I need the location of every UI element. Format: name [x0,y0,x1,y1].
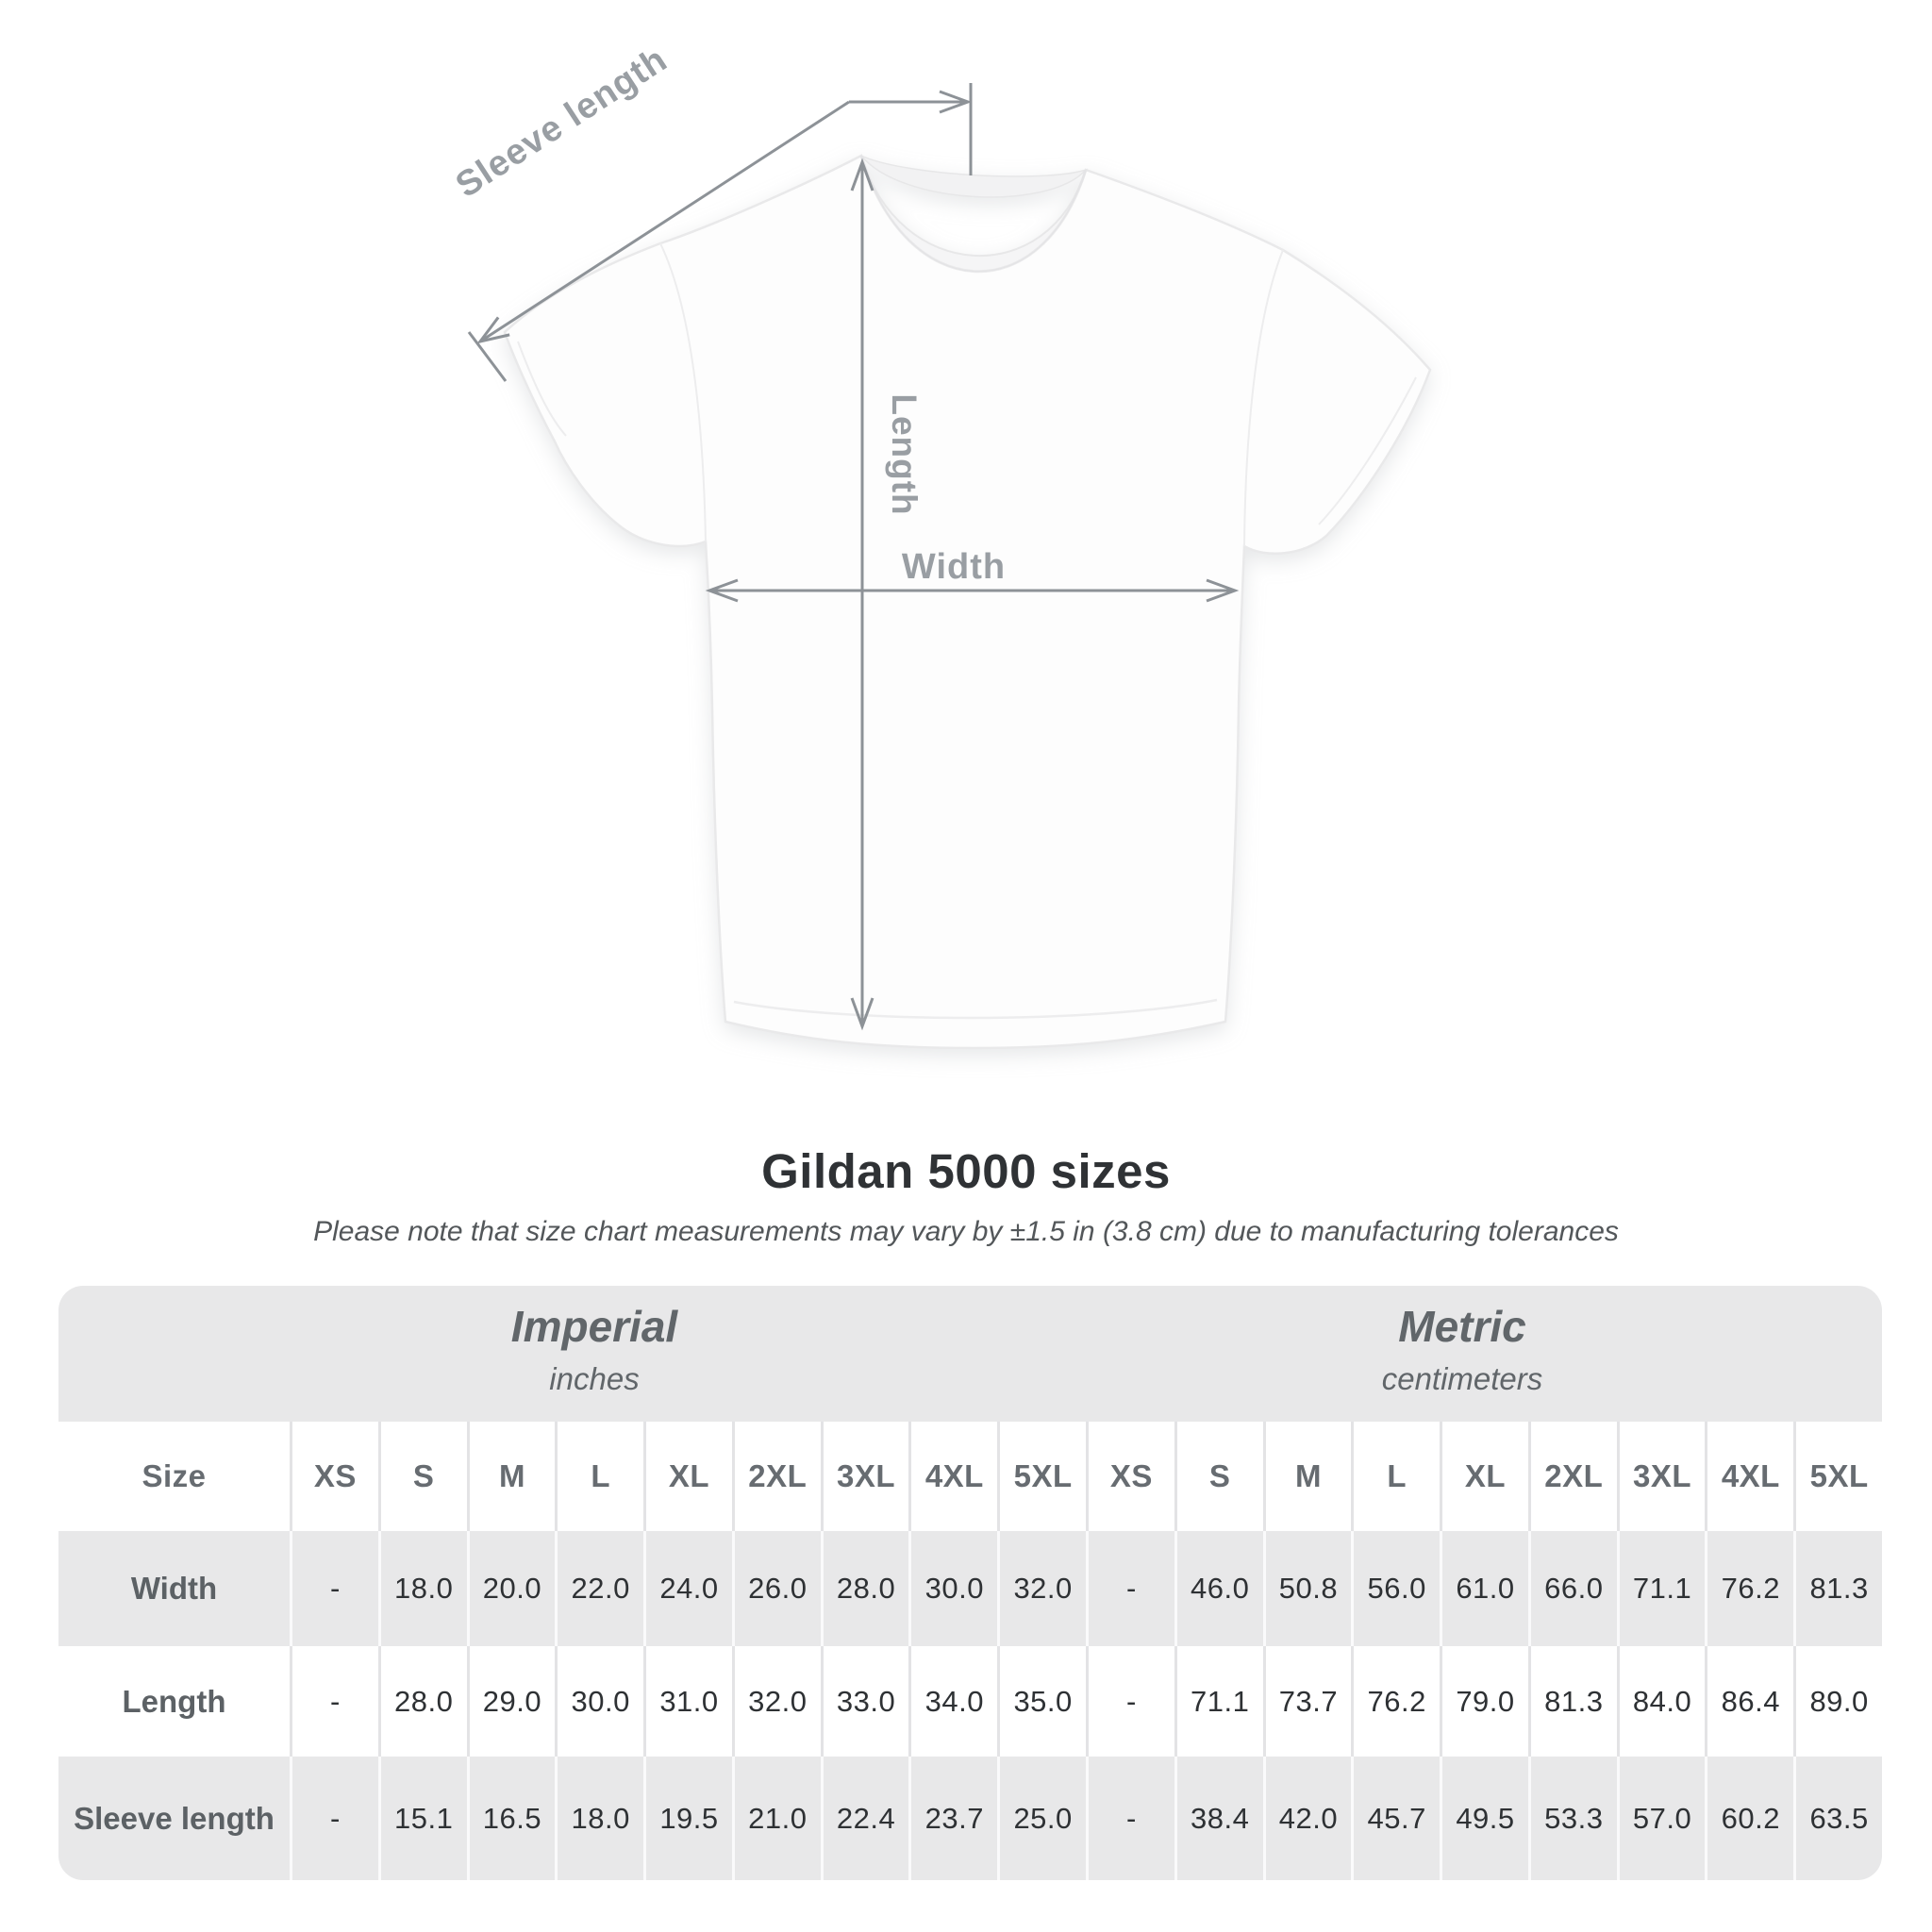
header-cell: L [1351,1422,1440,1531]
row-label-cell: Length [122,1683,226,1719]
value-cell: - [290,1531,378,1646]
value-cell: 89.0 [1793,1646,1882,1757]
value-cell: 35.0 [997,1646,1086,1757]
value-cell: - [1086,1757,1174,1880]
value-cell: 18.0 [555,1757,643,1880]
value-cell: 46.0 [1174,1531,1263,1646]
value-cell: 84.0 [1617,1646,1706,1757]
length-label: Length [885,393,924,516]
width-label: Width [901,547,1007,587]
header-cell: S [1174,1422,1263,1531]
header-cell: S [378,1422,467,1531]
value-cell: 16.5 [467,1757,556,1880]
value-cell: 81.3 [1528,1646,1617,1757]
value-cell: 66.0 [1528,1531,1617,1646]
value-cell: 28.0 [821,1531,909,1646]
header-cell: XL [643,1422,732,1531]
value-cell: 57.0 [1617,1757,1706,1880]
value-cell: 53.3 [1528,1757,1617,1880]
value-cell: 28.0 [378,1646,467,1757]
value-cell: 31.0 [643,1646,732,1757]
value-cell: - [1086,1531,1174,1646]
value-cell: 86.4 [1705,1646,1793,1757]
table-row [58,1531,1882,1646]
value-cell: - [290,1646,378,1757]
unit-band [58,1286,1882,1422]
value-cell: 25.0 [997,1757,1086,1880]
value-cell: 50.8 [1263,1531,1352,1646]
value-cell: 71.1 [1174,1646,1263,1757]
header-cell: 2XL [732,1422,821,1531]
value-cell: - [1086,1646,1174,1757]
header-cell: 3XL [1617,1422,1706,1531]
header-cell: 3XL [821,1422,909,1531]
header-cell: 4XL [908,1422,997,1531]
value-cell: 23.7 [908,1757,997,1880]
sleeve-end-extension-tick [469,332,506,381]
value-cell: 61.0 [1440,1531,1528,1646]
header-cell: M [467,1422,556,1531]
size-table [58,1286,1882,1880]
metric-title: Metric [1398,1302,1526,1351]
page-title: Gildan 5000 sizes [761,1144,1171,1198]
header-cell: XS [1086,1422,1174,1531]
value-cell: 18.0 [378,1531,467,1646]
value-cell: 71.1 [1617,1531,1706,1646]
table-header-row [58,1422,1882,1531]
table-row [58,1646,1882,1757]
metric-subtitle: centimeters [1381,1361,1543,1396]
imperial-group-header [511,1301,677,1397]
value-cell: 21.0 [732,1757,821,1880]
header-cell: 5XL [997,1422,1086,1531]
value-cell: 45.7 [1351,1757,1440,1880]
value-cell: 60.2 [1705,1757,1793,1880]
header-cell: XL [1440,1422,1528,1531]
size-table-grid [58,1422,1882,1880]
value-cell: 79.0 [1440,1646,1528,1757]
value-cell: 42.0 [1263,1757,1352,1880]
value-cell: 73.7 [1263,1646,1352,1757]
header-cell: M [1263,1422,1352,1531]
value-cell: 22.0 [555,1531,643,1646]
metric-group-header [1382,1301,1543,1397]
tolerance-note: Please note that size chart measurements may vary by ±1.5 in (3.8 cm) due to manufacturing tolerances [313,1216,1619,1247]
value-cell: 26.0 [732,1531,821,1646]
row-label-cell: Width [130,1571,218,1606]
value-cell: 19.5 [643,1757,732,1880]
sleeve-length-label: Sleeve length [448,39,675,206]
value-cell: 32.0 [997,1531,1086,1646]
header-cell: XS [290,1422,378,1531]
value-cell: 76.2 [1351,1646,1440,1757]
value-cell: 20.0 [467,1531,556,1646]
value-cell: 32.0 [732,1646,821,1757]
value-cell: 56.0 [1351,1531,1440,1646]
value-cell: 49.5 [1440,1757,1528,1880]
row-label-cell: Sleeve length [74,1800,275,1836]
value-cell: 30.0 [555,1646,643,1757]
value-cell: 33.0 [821,1646,909,1757]
value-cell: 76.2 [1705,1531,1793,1646]
value-cell: 81.3 [1793,1531,1882,1646]
value-cell: 38.4 [1174,1757,1263,1880]
table-row [58,1757,1882,1880]
value-cell: 34.0 [908,1646,997,1757]
value-cell: 63.5 [1793,1757,1882,1880]
header-cell: 5XL [1793,1422,1882,1531]
value-cell: 22.4 [821,1757,909,1880]
imperial-title: Imperial [510,1302,678,1351]
value-cell: 24.0 [643,1531,732,1646]
size-column-header: Size [142,1458,207,1493]
value-cell: 15.1 [378,1757,467,1880]
value-cell: 30.0 [908,1531,997,1646]
value-cell: 29.0 [467,1646,556,1757]
header-cell: 2XL [1528,1422,1617,1531]
tshirt-image [505,156,1430,1048]
imperial-subtitle: inches [549,1361,640,1396]
header-cell: L [555,1422,643,1531]
header-cell: 4XL [1705,1422,1793,1531]
value-cell: - [290,1757,378,1880]
